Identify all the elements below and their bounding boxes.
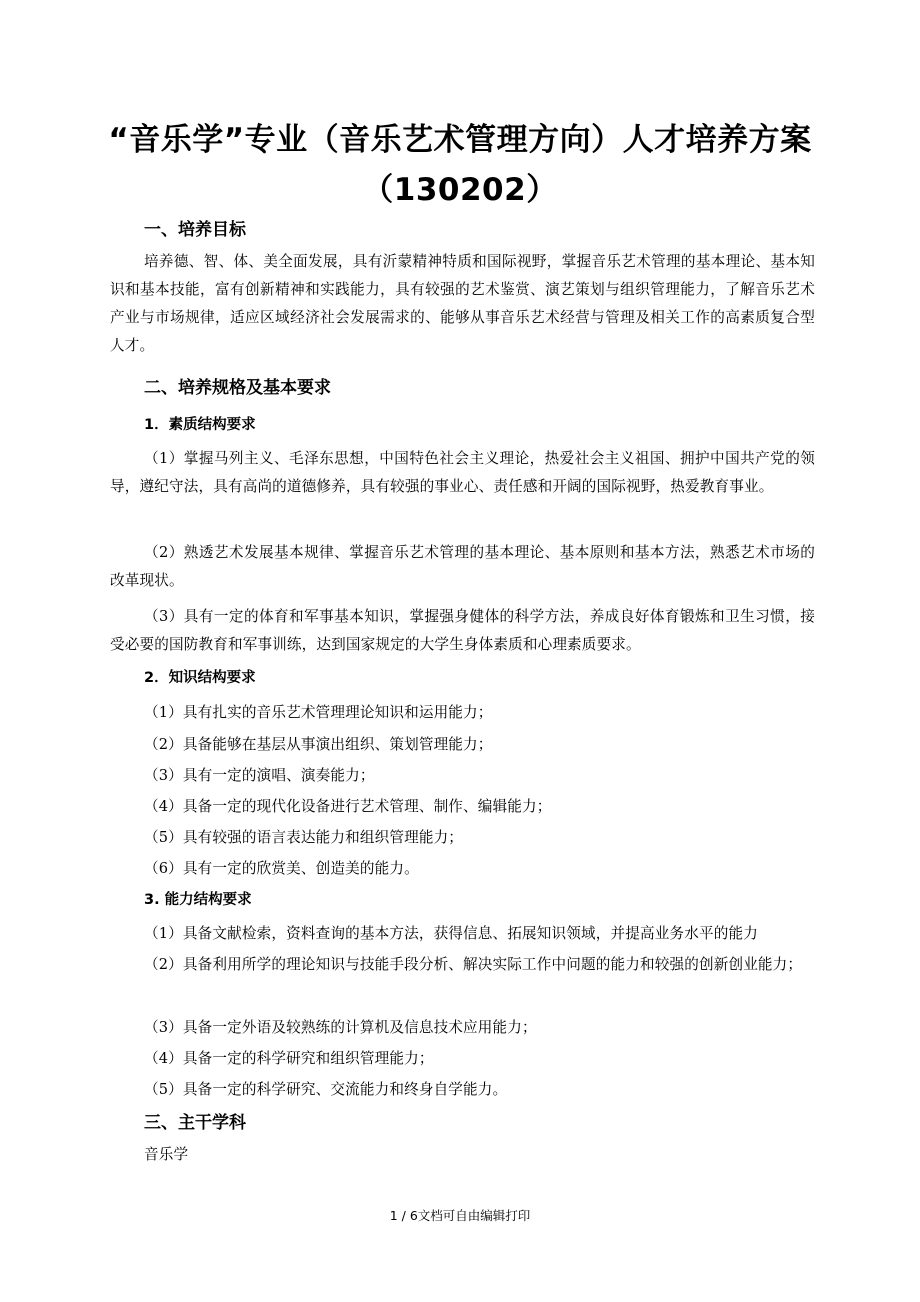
ability-item-3: （3）具备一定外语及较熟练的计算机及信息技术应用能力； <box>144 1019 537 1036</box>
main-discipline-content: 音乐学 <box>144 1146 189 1163</box>
knowledge-item-1: （1）具有扎实的音乐艺术管理理论知识和运用能力； <box>144 704 493 721</box>
quality-item-3: （3）具有一定的体育和军事基本知识，掌握强身健体的科学方法，养成良好体育锻炼和卫生习惯，接受必要的国防教育和军事训练，达到国家规定的大学生身体素质和心理素质要求。 <box>110 608 815 653</box>
subheading-knowledge-structure: 2．知识结构要求 <box>144 670 256 686</box>
quality-item-1: （1）掌握马列主义、毛泽东思想，中国特色社会主义理论，热爱社会主义祖国、拥护中国共产党的领导，遵纪守法，具有高尚的道德修养，具有较强的事业心、责任感和开阔的国际视野，热爱教育事业。 <box>110 450 815 495</box>
section-heading-requirements: 二、培养规格及基本要求 <box>144 378 331 398</box>
section-heading-main-discipline: 三、主干学科 <box>144 1113 246 1133</box>
section-heading-objectives: 一、培养目标 <box>144 220 246 240</box>
ability-item-1: （1）具备文献检索，资料查询的基本方法，获得信息、拓展知识领域，并提高业务水平的能力 <box>144 925 758 942</box>
document-title: “音乐学”专业（音乐艺术管理方向）人才培养方案 <box>108 122 812 158</box>
ability-item-4: （4）具备一定的科学研究和组织管理能力； <box>144 1050 434 1067</box>
knowledge-item-3: （3）具有一定的演唱、演奏能力； <box>144 767 375 784</box>
knowledge-item-5: （5）具有较强的语言表达能力和组织管理能力； <box>144 829 464 846</box>
ability-item-5: （5）具备一定的科学研究、交流能力和终身自学能力。 <box>144 1081 508 1098</box>
knowledge-item-4: （4）具备一定的现代化设备进行艺术管理、制作、编辑能力； <box>144 798 552 815</box>
page-footer: 1 / 6文档可自由编辑打印 <box>389 1208 531 1223</box>
objectives-paragraph: 培养德、智、体、美全面发展，具有沂蒙精神特质和国际视野，掌握音乐艺术管理的基本理论、基本知识和基本技能，富有创新精神和实践能力，具有较强的艺术鉴赏、演艺策划与组织管理能力，了解音乐艺术产业与市场规律，适应区域经济社会发展需求的、能够从事音乐艺术经营与管理及相关工作的高素质复合型人才。 <box>110 253 815 354</box>
knowledge-item-6: （6）具有一定的欣赏美、创造美的能力。 <box>144 860 419 877</box>
subheading-ability-structure: 3. 能力结构要求 <box>144 892 252 908</box>
subheading-quality-structure: 1．素质结构要求 <box>144 417 256 433</box>
knowledge-item-2: （2）具备能够在基层从事演出组织、策划管理能力； <box>144 736 493 753</box>
document-code: （130202） <box>362 172 558 208</box>
quality-item-2: （2）熟透艺术发展基本规律、掌握音乐艺术管理的基本理论、基本原则和基本方法，熟悉艺术市场的改革现状。 <box>110 544 815 589</box>
ability-item-2: （2）具备利用所学的理论知识与技能手段分析、解决实际工作中问题的能力和较强的创新创业能力； <box>144 956 803 973</box>
